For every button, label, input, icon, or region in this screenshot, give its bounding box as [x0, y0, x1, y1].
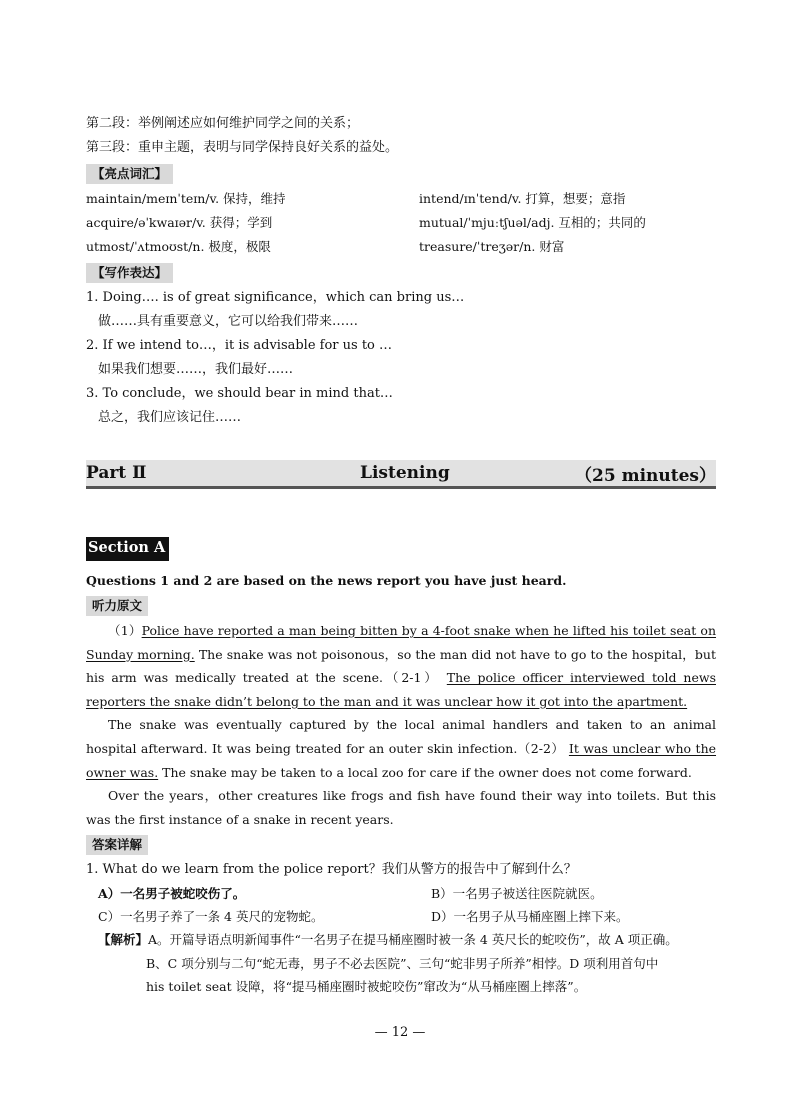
writing-zh: 做……具有重要意义，它可以给我们带来…… [98, 314, 359, 329]
answer-tag: 答案详解 [86, 835, 148, 855]
part-title: Listening [360, 463, 450, 483]
analysis [86, 928, 716, 999]
section-a-tag: Section A [86, 537, 169, 561]
analysis-line-2: B、C 项分别与二句“蛇无毒，男子不必去医院”、三句“蛇非男子所养”相悖。D 项利用首句中 [146, 955, 659, 971]
script-tag: 听力原文 [86, 596, 148, 616]
writing-en: 3. To conclude，we should bear in mind that… [86, 386, 393, 401]
vocab-item: treasure/ˈtreʒər/n. 财富 [419, 239, 565, 254]
vocab-tag: 【亮点词汇】 [86, 164, 173, 184]
vocab-item: mutual/ˈmjuːtʃuəl/adj. 互相的；共同的 [419, 215, 646, 230]
vocab-item: utmost/ˈʌtmoʊst/n. 极度，极限 [86, 239, 271, 254]
option-c: C）一名男子养了一条 4 英尺的宠物蛇。 [98, 909, 324, 925]
writing-en: 1. Doing…. is of great significance，which can bring us… [86, 290, 465, 305]
outline-para3: 第三段：重申主题，表明与同学保持良好关系的益处。 [86, 140, 399, 155]
option-a: A）一名男子被蛇咬伤了。 [98, 886, 246, 902]
document-page [86, 112, 716, 999]
writing-zh: 如果我们想要……，我们最好…… [98, 362, 294, 377]
part-label: Part Ⅱ [86, 463, 147, 483]
script-paragraph-1: （1）Police have reported a man being bitten by a 4-foot snake when he lifted his toilet seat on Sunday morning. The snake was not poisonous，so the man did not have to go to the hospital，but his arm was medically treated at the scene.（2-1） The police officer interviewed told news reporters the snake didn’t belong to the man and it was unclear how it got into the apartment. [86, 623, 717, 709]
part-heading-bar [86, 460, 716, 489]
writing-tag: 【写作表达】 [86, 263, 173, 283]
vocab-item: intend/ɪnˈtend/v. 打算，想要；意指 [419, 191, 626, 206]
outline-para2: 第二段：举例阐述应如何维护同学之间的关系； [86, 116, 360, 131]
vocab-list [86, 187, 716, 259]
vocab-item: acquire/əˈkwaɪər/v. 获得；学到 [86, 215, 273, 230]
analysis-label: 【解析】 [98, 932, 149, 948]
part-duration: （25 minutes） [575, 465, 716, 486]
analysis-line-3: his toilet seat 设障，将“提马桶座圈时被蛇咬伤”窜改为“从马桶座圈上摔落”。 [146, 979, 587, 995]
underlined-sentence: Police have reported a man being bitten by a 4-foot snake when he lifted his toilet seat on Sunday morning. [86, 623, 717, 662]
script-paragraph-3: Over the years，other creatures like frogs and fish have found their way into toilets. But this was the first instance of a snake in recent years. [86, 788, 716, 827]
script-paragraph-2: The snake was eventually captured by the local animal handlers and taken to an animal hospital afterward. It was being treated for an outer skin infection.（2-2） It was unclear who the owner was. The snake may be taken to a local zoo for care if the owner does not come forward. [86, 717, 717, 780]
writing-list [86, 286, 716, 430]
writing-zh: 总之，我们应该记住…… [98, 410, 242, 425]
vocab-item: maintain/meɪnˈteɪn/v. 保持，维持 [86, 191, 286, 206]
page-number: — 12 — [374, 1025, 426, 1040]
option-b: B）一名男子被送往医院就医。 [431, 886, 603, 902]
writing-en: 2. If we intend to…，it is advisable for us to … [86, 338, 393, 353]
underlined-sentence: It was unclear who the owner was. [86, 740, 717, 780]
question-1: 1. What do we learn from the police report？我们从警方的报告中了解到什么？ [86, 862, 577, 878]
option-d: D）一名男子从马桶座圈上摔下来。 [431, 909, 629, 925]
question-heading: Questions 1 and 2 are based on the news report you have just heard. [86, 573, 567, 588]
analysis-line-1: A。开篇导语点明新闻事件“一名男子在提马桶座圈时被一条 4 英尺长的蛇咬伤”，故 A 项正确。 [148, 932, 678, 948]
underlined-sentence: The police officer interviewed told news reporters the snake didn’t belong to the man and it was unclear how it got into the apartment. [86, 670, 716, 709]
question-1-options [86, 882, 716, 928]
